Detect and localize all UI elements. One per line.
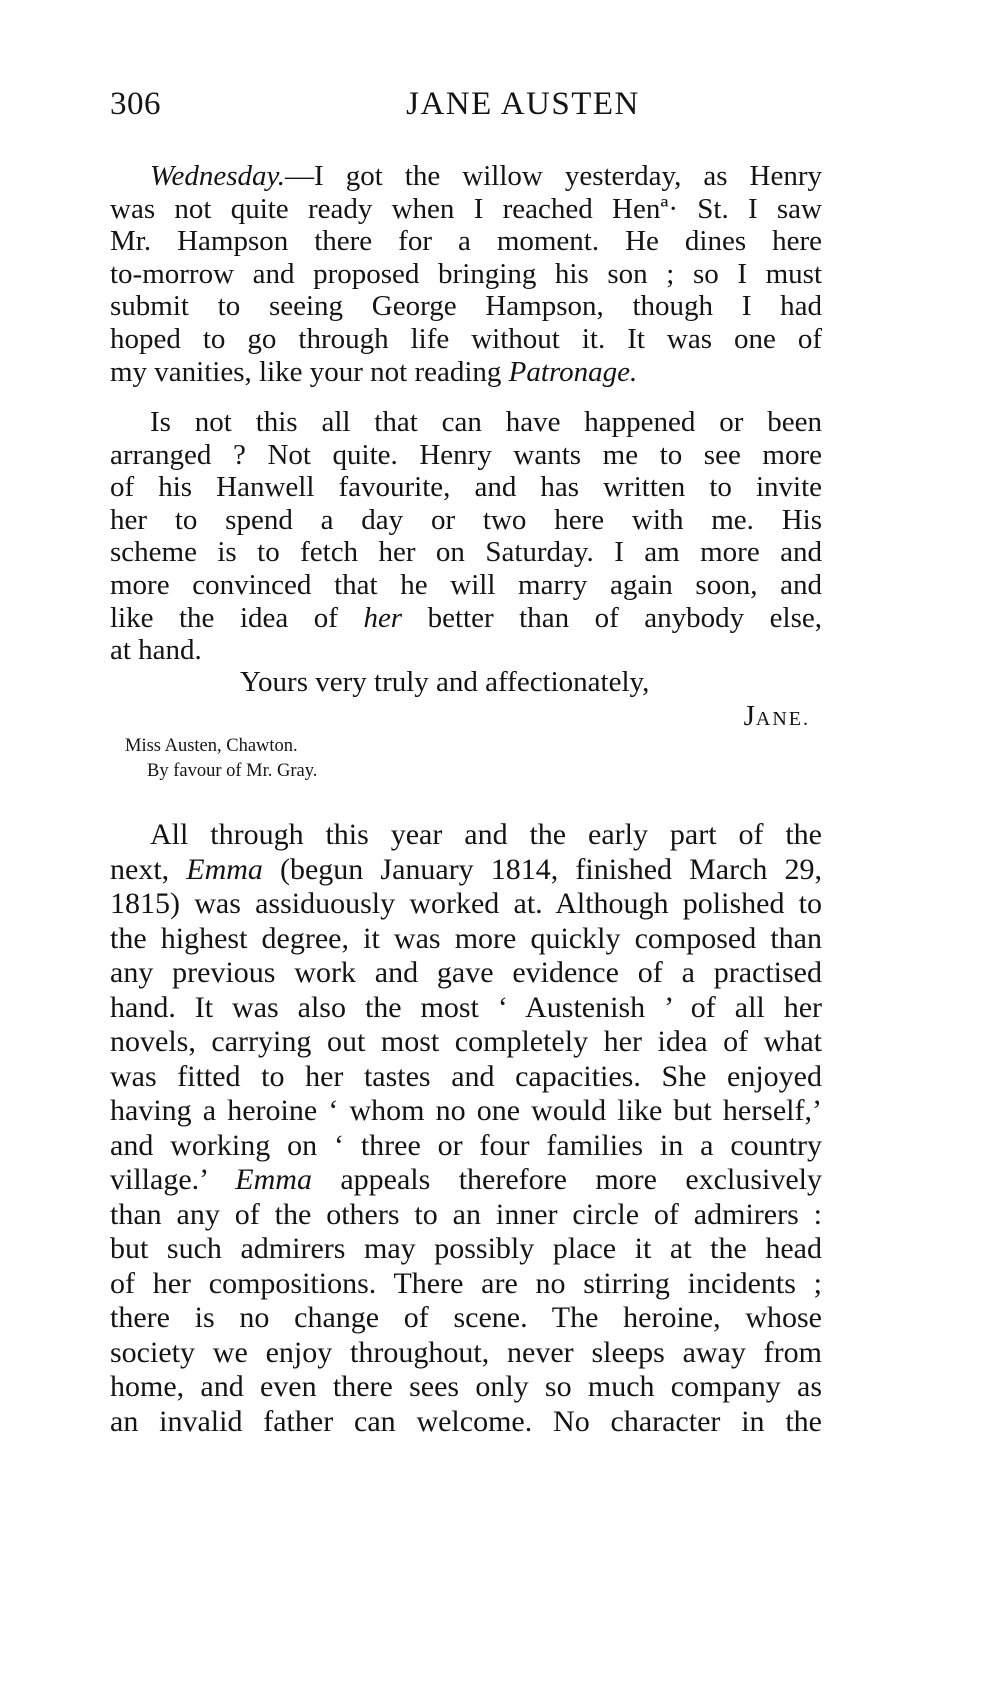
text-line: next, Emma (begun January 1814, finished March 29,	[110, 852, 822, 886]
letter-signature: JANE.	[743, 700, 810, 732]
text-line: 1815) was assiduously worked at. Although polished to	[110, 887, 822, 920]
text-line: home, and even there sees only so much company as	[110, 1370, 822, 1403]
text-line: like the idea of her better than of anybody else,	[110, 601, 822, 634]
text-line: but such admirers may possibly place it at the head	[110, 1232, 822, 1265]
text-line: an invalid father can welcome. No character in the	[110, 1404, 822, 1438]
text-line: Mr. Hampson there for a moment. He dines here	[110, 225, 822, 258]
text-line: village.’ Emma appeals therefore more exclusively	[110, 1163, 822, 1196]
text-line: Wednesday.—I got the willow yesterday, as Henry	[150, 160, 822, 192]
letter-date: Wednesday.	[150, 160, 286, 192]
letter-closing: Yours very truly and affectionately,	[240, 666, 650, 698]
text-line: the highest degree, it was more quickly composed than	[110, 921, 822, 955]
address-line: By favour of Mr. Gray.	[147, 761, 318, 781]
text-line: submit to seeing George Hampson, though I had	[110, 290, 822, 323]
text-line: there is no change of scene. The heroine, whose	[110, 1301, 822, 1334]
text-line: to-morrow and proposed bringing his son ; so I must	[110, 257, 822, 290]
running-head: JANE AUSTEN	[406, 86, 640, 122]
text-line: society we enjoy throughout, never sleeps away from	[110, 1335, 822, 1369]
text-line: more convinced that he will marry again soon, and	[110, 568, 822, 601]
text-line: was not quite ready when I reached Henª· St. I saw	[110, 192, 822, 225]
text-line: any previous work and gave evidence of a practised	[110, 956, 822, 989]
body-paragraph	[110, 818, 822, 1439]
text-line: novels, carrying out most completely her idea of what	[110, 1025, 822, 1058]
text-line: of his Hanwell favourite, and has written to invite	[110, 471, 822, 504]
text-line: at hand.	[110, 634, 202, 667]
text-line: Is not this all that can have happened or been	[150, 406, 822, 438]
text-line: of her compositions. There are no stirring incidents ;	[110, 1266, 822, 1300]
page-header	[110, 86, 910, 136]
text-line: hand. It was also the most ‘ Austenish ’ of all her	[110, 990, 822, 1024]
text-line: scheme is to fetch her on Saturday. I am more and	[110, 536, 822, 569]
text-line: was fitted to her tastes and capacities. She enjoyed	[110, 1059, 822, 1093]
text-line: arranged ? Not quite. Henry wants me to see more	[110, 438, 822, 471]
text-line: hoped to go through life without it. It was one of	[110, 322, 822, 355]
text-line: and working on ‘ three or four families in a country	[110, 1128, 822, 1162]
letter-paragraph-2	[110, 406, 822, 667]
text-line: than any of the others to an inner circle of admirers :	[110, 1197, 822, 1231]
text-line: her to spend a day or two here with me. His	[110, 503, 822, 536]
text-line: All through this year and the early part of the	[150, 818, 822, 851]
text-line: my vanities, like your not reading Patronage.	[110, 355, 638, 388]
address-line: Miss Austen, Chawton.	[125, 736, 298, 756]
text-line: having a heroine ‘ whom no one would like but herself,’	[110, 1094, 822, 1127]
letter-paragraph-1	[110, 160, 822, 388]
letter-address	[125, 734, 317, 784]
italic-title: Patronage.	[508, 355, 638, 388]
page-number: 306	[110, 86, 161, 122]
